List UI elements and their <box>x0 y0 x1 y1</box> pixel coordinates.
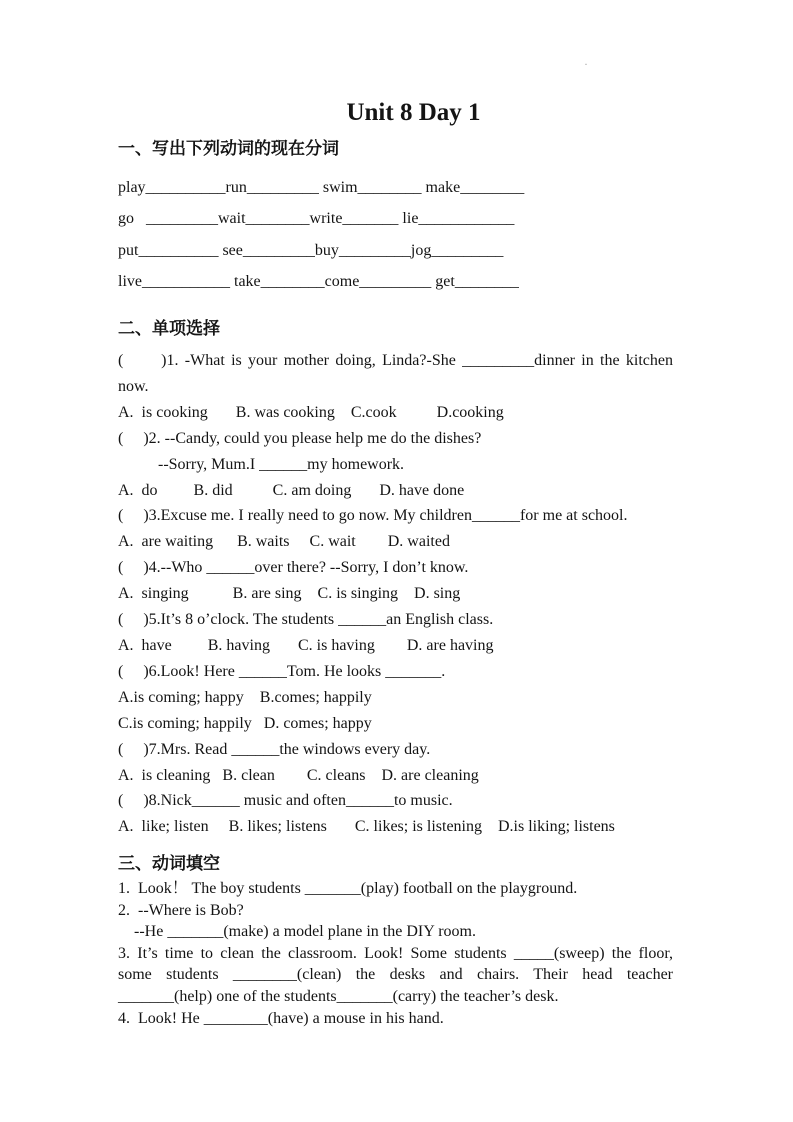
verb-row-4: live___________ take________come_________ get________ <box>118 272 519 290</box>
question-5: ( )5.It’s 8 o’clock. The students ______an English class. <box>118 611 494 629</box>
options-1: A. is cooking B. was cooking C.cook D.cooking <box>118 403 504 421</box>
options-4: A. singing B. are sing C. is singing D. sing <box>118 585 461 603</box>
item-2-line-1: 2. --Where is Bob? <box>118 901 244 919</box>
options-2: A. do B. did C. am doing D. have done <box>118 481 465 499</box>
question-2-line-2: --Sorry, Mum.I ______my homework. <box>118 455 405 473</box>
verb-row-2: go _________wait________write_______ lie____________ <box>118 210 515 228</box>
item-1: 1. Look！ The boy students _______(play) football on the playground. <box>118 880 578 897</box>
verb-fill-grid <box>118 172 673 297</box>
options-5: A. have B. having C. is having D. are having <box>118 636 494 654</box>
options-8: A. like; listen B. likes; listens C. likes; is listening D.is liking; listens <box>118 818 615 836</box>
verb-row-3: put__________ see_________buy_________jog_________ <box>118 241 504 259</box>
item-4: 4. Look! He ________(have) a mouse in his hand. <box>118 1009 444 1027</box>
question-7: ( )7.Mrs. Read ______the windows every day. <box>118 740 431 758</box>
multiple-choice-section <box>118 348 673 840</box>
item-3-line-1: 3. It’s time to clean the classroom. Look! Some students _____(sweep) the floor, <box>118 944 673 962</box>
question-8: ( )8.Nick______ music and often______to music. <box>118 792 453 810</box>
options-3: A. are waiting B. waits C. wait D. waited <box>118 533 450 551</box>
item-3-line-2: some students ________(clean) the desks and chairs. Their head teacher <box>118 966 673 984</box>
item-3-line-3: _______(help) one of the students_______(carry) the teacher’s desk. <box>118 987 559 1005</box>
question-6: ( )6.Look! Here ______Tom. He looks _______. <box>118 662 446 680</box>
verb-row-1: play__________run_________ swim________ make________ <box>118 179 525 196</box>
question-4: ( )4.--Who ______over there? --Sorry, I don’t know. <box>118 559 469 577</box>
question-1-line-2: now. <box>118 377 149 395</box>
section-three-heading: 三、动词填空 <box>118 854 220 873</box>
page-title: Unit 8 Day 1 <box>346 99 481 126</box>
question-1-line-1: ( )1. -What is your mother doing, Linda?-She _________dinner in the kitchen <box>118 352 673 369</box>
stray-mark: · <box>584 57 588 71</box>
options-6-line-2: C.is coming; happily D. comes; happy <box>118 714 372 732</box>
section-one-heading: 一、写出下列动词的现在分词 <box>118 139 339 158</box>
options-6-line-1: A.is coming; happy B.comes; happily <box>118 688 372 706</box>
options-7: A. is cleaning B. clean C. cleans D. are cleaning <box>118 766 479 784</box>
item-2-line-2: --He _______(make) a model plane in the DIY room. <box>118 923 476 941</box>
section-two-heading: 二、单项选择 <box>118 319 220 338</box>
question-3: ( )3.Excuse me. I really need to go now. My children______for me at school. <box>118 507 628 525</box>
question-2-line-1: ( )2. --Candy, could you please help me do the dishes? <box>118 429 482 447</box>
verb-blank-section <box>118 878 673 1029</box>
